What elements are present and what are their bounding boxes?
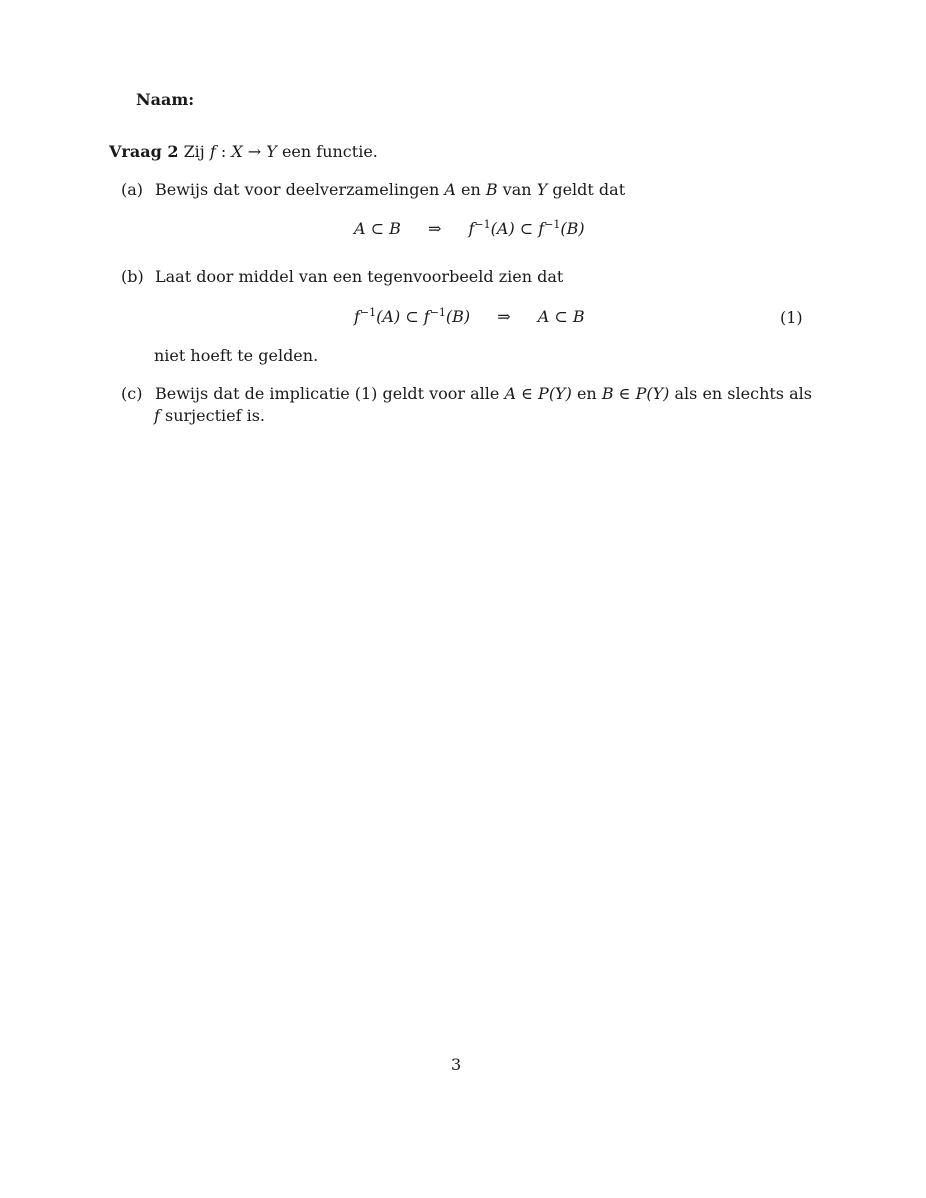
page-number: 3 (451, 1055, 462, 1074)
question-intro: Zij f : X → Y een functie. (183, 142, 378, 161)
name-field-label: Naam: (136, 90, 195, 109)
part-b-text: (b) Laat door middel van een tegenvoorbeeld zien dat (121, 267, 564, 286)
part-a-formula: A ⊂ B ⇒ $f^{-1}(A)$ ⊂ $f^{-1}(B)$ (354, 218, 585, 238)
part-a-label: (a) (121, 180, 144, 199)
part-c-text-line2: f surjectief is. (154, 406, 265, 425)
part-b-formula: $f^{-1}(A)$ ⊂ $f^{-1}(B)$ ⇒ A ⊂ B (354, 306, 585, 326)
part-c-text: (c) Bewijs dat de implicatie (1) geldt voor alle A ∈ P(Y) en B ∈ P(Y) als en slechts als (121, 384, 812, 403)
part-c-label: (c) (121, 384, 143, 403)
question-number: Vraag 2 (109, 142, 179, 161)
part-b-label: (b) (121, 267, 144, 286)
question-header (109, 142, 378, 161)
equation-number: (1) (780, 308, 803, 327)
part-b-continuation: niet hoeft te gelden. (154, 346, 319, 365)
part-a-text: (a) Bewijs dat voor deelverzamelingen A en B van Y geldt dat (121, 180, 626, 199)
